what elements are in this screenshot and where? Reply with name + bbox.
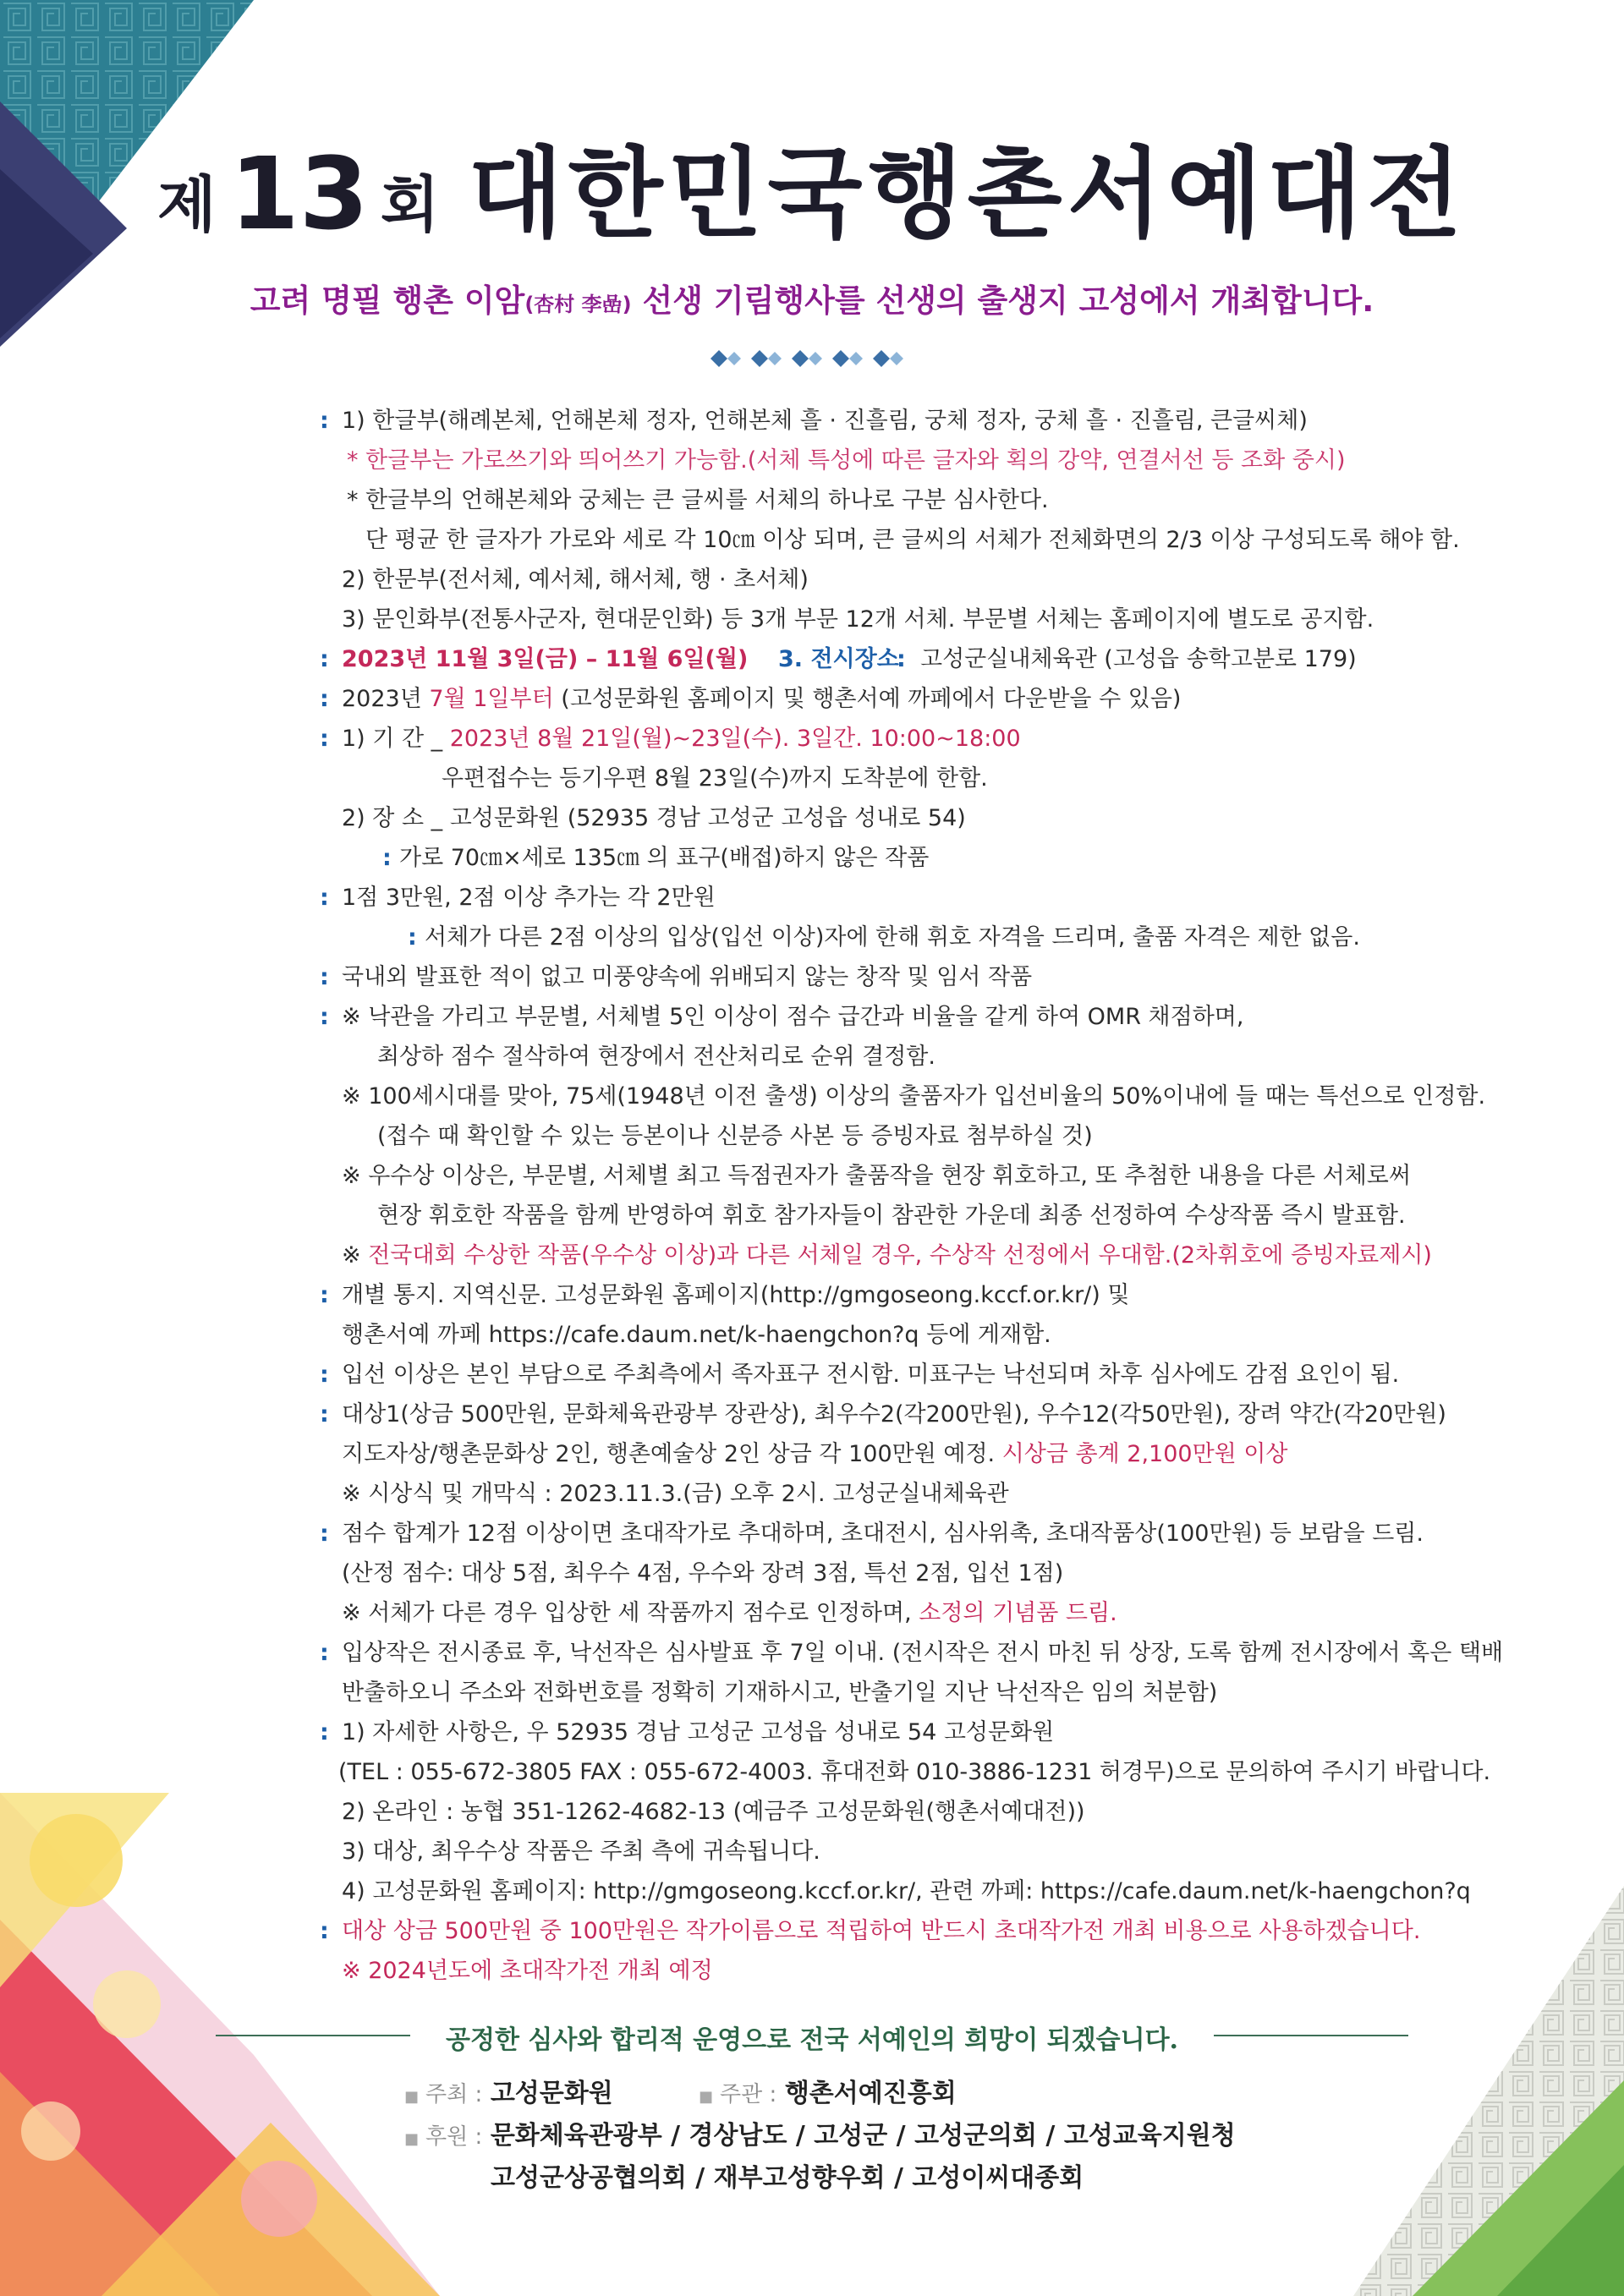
item-16-line-1: 1) 자세한 사항은, 우 52935 경남 고성군 고성읍 성내로 54 고성문화원 xyxy=(342,1719,1055,1745)
item-5-a: 1) 기 간 _ xyxy=(342,726,450,752)
subtitle-part-b: 선생 기림행사를 선생의 출생지 고성에서 개최합니다. xyxy=(631,282,1374,319)
prize-total: 시상금 총계 2,100만원 이상 xyxy=(1001,1441,1288,1467)
exhibit-venue: 고성군실내체육관 (고성읍 송학고분로 179) xyxy=(920,646,1357,672)
organizer xyxy=(699,2072,957,2109)
sponsors xyxy=(404,2114,1236,2151)
colon-4: : xyxy=(320,686,329,712)
item-13-line-3: ※ 시상식 및 개막식 : 2023.11.3.(금) 오후 2시. 고성군실내체육관 xyxy=(342,1481,1009,1507)
item-6-text: 가로 70㎝×세로 135㎝ 의 표구(배접)하지 않은 작품 xyxy=(399,845,930,871)
item-16-line-2: (TEL : 055-672-3805 FAX : 055-672-4003. 휴대전화 010-3886-1231 허경무)으로 문의하여 주시기 바랍니다. xyxy=(338,1759,1491,1785)
item-5-period: 2023년 8월 21일(월)~23일(수). 3일간. 10:00~18:00 xyxy=(449,726,1021,752)
item-5-line-1 xyxy=(342,726,1021,753)
item-9-text: 국내외 발표한 적이 없고 미풍양속에 위배되지 않는 창작 및 임서 작품 xyxy=(342,964,1033,990)
colon-3: : xyxy=(897,646,906,672)
item-4-c: (고성문화원 홈페이지 및 행촌서예 까페에서 다운받을 수 있음) xyxy=(553,686,1182,712)
host-name: 고성문화원 xyxy=(490,2079,613,2108)
colon-9: : xyxy=(320,964,329,990)
item-16-line-5: 4) 고성문화원 홈페이지: http://gmgoseong.kccf.or.kr/, 관련 까페: https://cafe.daum.net/k-haengchon?q xyxy=(342,1878,1471,1904)
item-4-text xyxy=(342,686,1181,713)
item-10-line-4: (접수 때 확인할 수 있는 등본이나 신분증 사본 등 증빙자료 첨부하실 것) xyxy=(377,1123,1093,1149)
item-4-date: 7월 1일부터 xyxy=(429,686,554,712)
label-3: 3. 전시장소 xyxy=(778,646,899,672)
title-suffix: 회 xyxy=(380,169,442,240)
item-10-mark: ※ xyxy=(342,1242,369,1269)
item-17-line-1: 대상 상금 500만원 중 100만원은 작가이름으로 적립하여 반드시 초대작가전 개최 비용으로 사용하겠습니다. xyxy=(342,1918,1421,1944)
item-14-line-1: 점수 합계가 12점 이상이면 초대작가로 추대하며, 초대전시, 심사위촉, 초대작품상(100만원) 등 보람을 드림. xyxy=(342,1521,1424,1547)
item-1-line-6: 3) 문인화부(전통사군자, 현대문인화) 등 3개 부문 12개 서체. 부문별 서체는 홈페이지에 별도로 공지함. xyxy=(342,606,1374,633)
sponsor-list-2: 고성군상공협의회 / 재부고성향우회 / 고성이씨대종회 xyxy=(491,2163,1084,2193)
colon-14: : xyxy=(320,1521,329,1547)
item-16-line-4: 3) 대상, 최우수상 작품은 주최 측에 귀속됩니다. xyxy=(342,1838,820,1865)
item-8-text: 서체가 다른 2점 이상의 입상(입선 이상)자에 한해 휘호 자격을 드리며, 출품 자격은 제한 없음. xyxy=(425,924,1360,951)
title-number: 13 xyxy=(229,135,369,252)
poster-title xyxy=(0,135,1624,252)
slogan-bar xyxy=(216,2019,1408,2055)
item-5-line-3: 2) 장 소 _ 고성문화원 (52935 경남 고성군 고성읍 성내로 54) xyxy=(342,805,966,831)
colon-16: : xyxy=(320,1719,329,1745)
item-13-line-2 xyxy=(342,1441,1287,1468)
item-1-line-1: 1) 한글부(해례본체, 언해본체 정자, 언해본체 흘 · 진흘림, 궁체 정자, 궁체 흘 · 진흘림, 큰글씨체) xyxy=(342,408,1308,434)
colon-1: : xyxy=(320,408,329,434)
item-11-line-1: 개별 통지. 지역신문. 고성문화원 홈페이지(http://gmgoseong.kccf.or.kr/) 및 xyxy=(342,1282,1130,1308)
bullet-square-icon: ■ xyxy=(699,2088,714,2106)
item-15-line-2: 반출하오니 주소와 전화번호를 정확히 기재하시고, 반출기일 지난 낙선작은 임의 처분함) xyxy=(342,1680,1218,1706)
item-13-line-1: 대상1(상금 500만원, 문화체육관광부 장관상), 최우수2(각200만원), 우수12(각50만원), 장려 약간(각20만원) xyxy=(342,1401,1446,1427)
item-12-text: 입선 이상은 본인 부담으로 주최측에서 족자표구 전시함. 미표구는 낙선되며 차후 심사에도 감점 요인이 됨. xyxy=(342,1362,1400,1388)
item-10-red-line: 전국대회 수상한 작품(우수상 이상)과 다른 서체일 경우, 수상작 선정에서 우대함.(2차휘호에 증빙자료제시) xyxy=(368,1242,1432,1269)
item-11-line-2: 행촌서예 까페 https://cafe.daum.net/k-haengchon?q 등에 게재함. xyxy=(342,1322,1051,1348)
slogan: 공정한 심사와 합리적 운영으로 전국 서예인의 희망이 되겠습니다. xyxy=(445,2025,1178,2055)
colon-5: : xyxy=(320,726,329,752)
subtitle xyxy=(0,275,1624,321)
item-14-line-3 xyxy=(342,1600,1117,1627)
item-14-line-2: (산정 점수: 대상 5점, 최우수 4점, 우수와 장려 3점, 특선 2점, 입선 1점) xyxy=(342,1560,1064,1586)
item-17-line-2: ※ 2024년도에 초대작가전 개최 예정 xyxy=(342,1958,713,1984)
colon-7: : xyxy=(320,885,329,911)
item-1-line-3: * 한글부의 언해본체와 궁체는 큰 글씨를 서체의 하나로 구분 심사한다. xyxy=(347,487,1049,513)
bullet-square-icon: ■ xyxy=(404,2088,420,2106)
item-10-line-1: ※ 낙관을 가리고 부문별, 서체별 5인 이상이 점수 급간과 비율을 같게 하여 OMR 채점하며, xyxy=(342,1004,1244,1030)
sponsors-2 xyxy=(491,2156,1084,2194)
item-10-line-2: 최상하 점수 절삭하여 현장에서 전산처리로 순위 결정함. xyxy=(377,1044,935,1070)
host xyxy=(404,2072,613,2109)
colon-13: : xyxy=(320,1401,329,1427)
colon-17: : xyxy=(320,1918,329,1944)
colon-15: : xyxy=(320,1640,329,1666)
item-1-line-5: 2) 한문부(전서체, 예서체, 해서체, 행 · 초서체) xyxy=(342,567,809,593)
item-10-line-5: ※ 우수상 이상은, 부문별, 서체별 최고 득점권자가 출품작을 현장 휘호하고, 또 추첨한 내용을 다른 서체로써 xyxy=(342,1163,1411,1189)
item-14-line-3a: ※ 서체가 다른 경우 입상한 세 작품까지 점수로 인정하며, xyxy=(342,1600,919,1626)
organizer-key: 주관 : xyxy=(720,2082,777,2107)
item-1-line-2: * 한글부는 가로쓰기와 띄어쓰기 가능함.(서체 특성에 따른 글자와 획의 강약, 연결서선 등 조화 중시) xyxy=(347,447,1346,474)
item-13-line-2a: 지도자상/행촌문화상 2인, 행촌예술상 2인 상금 각 100만원 예정. xyxy=(342,1441,1002,1467)
colon-11: : xyxy=(320,1282,329,1308)
item-4-a: 2023년 xyxy=(342,686,430,712)
colon-6: : xyxy=(382,845,392,871)
organizer-name: 행촌서예진흥회 xyxy=(784,2079,957,2108)
title-main: 대한민국행촌서예대전 xyxy=(468,137,1467,251)
item-7-text: 1점 3만원, 2점 이상 추가는 각 2만원 xyxy=(342,885,716,911)
item-15-line-1: 입상작은 전시종료 후, 낙선작은 심사발표 후 7일 이내. (전시작은 전시 마친 뒤 상장, 도록 함께 전시장에서 혹은 택배 xyxy=(342,1640,1504,1666)
item-10-line-3: ※ 100세시대를 맞아, 75세(1948년 이전 출생) 이상의 출품자가 입선비율의 50%이내에 들 때는 특선으로 인정함. xyxy=(342,1083,1486,1110)
bullet-square-icon: ■ xyxy=(404,2130,420,2148)
item-5-line-2: 우편접수는 등기우편 8월 23일(수)까지 도착분에 한함. xyxy=(442,765,988,792)
item-16-line-3: 2) 온라인 : 농협 351-1262-4682-13 (예금주 고성문화원(행촌서예대전)) xyxy=(342,1799,1085,1825)
subtitle-part-a: 고려 명필 행촌 이암 xyxy=(250,282,525,319)
title-prefix: 제 xyxy=(157,169,218,240)
item-14-gift: 소정의 기념품 드림. xyxy=(919,1600,1117,1626)
colon-12: : xyxy=(320,1362,329,1388)
sponsor-list-1: 문화체육관광부 / 경상남도 / 고성군 / 고성군의회 / 고성교육지원청 xyxy=(490,2121,1236,2151)
exhibit-period: 2023년 11월 3일(금) – 11월 6일(월) xyxy=(342,646,749,672)
host-key: 주최 : xyxy=(425,2082,483,2107)
ornament-divider xyxy=(702,347,922,370)
colon-10: : xyxy=(320,1004,329,1030)
colon-8: : xyxy=(408,924,417,951)
item-10-line-7 xyxy=(342,1242,1432,1269)
bottom-right-pattern xyxy=(1353,1886,1624,2296)
colon-2: : xyxy=(320,646,329,672)
sponsor-key: 후원 : xyxy=(425,2124,483,2150)
item-10-line-6: 현장 휘호한 작품을 함께 반영하여 휘호 참가자들이 참관한 가운데 최종 선정하여 수상작품 즉시 발표함. xyxy=(377,1203,1406,1229)
item-1-line-4: 단 평균 한 글자가 가로와 세로 각 10㎝ 이상 되며, 큰 글씨의 서체가 전체화면의 2/3 이상 구성되도록 해야 함. xyxy=(365,527,1460,553)
subtitle-hanja: (杏村 李嵒) xyxy=(524,293,632,316)
